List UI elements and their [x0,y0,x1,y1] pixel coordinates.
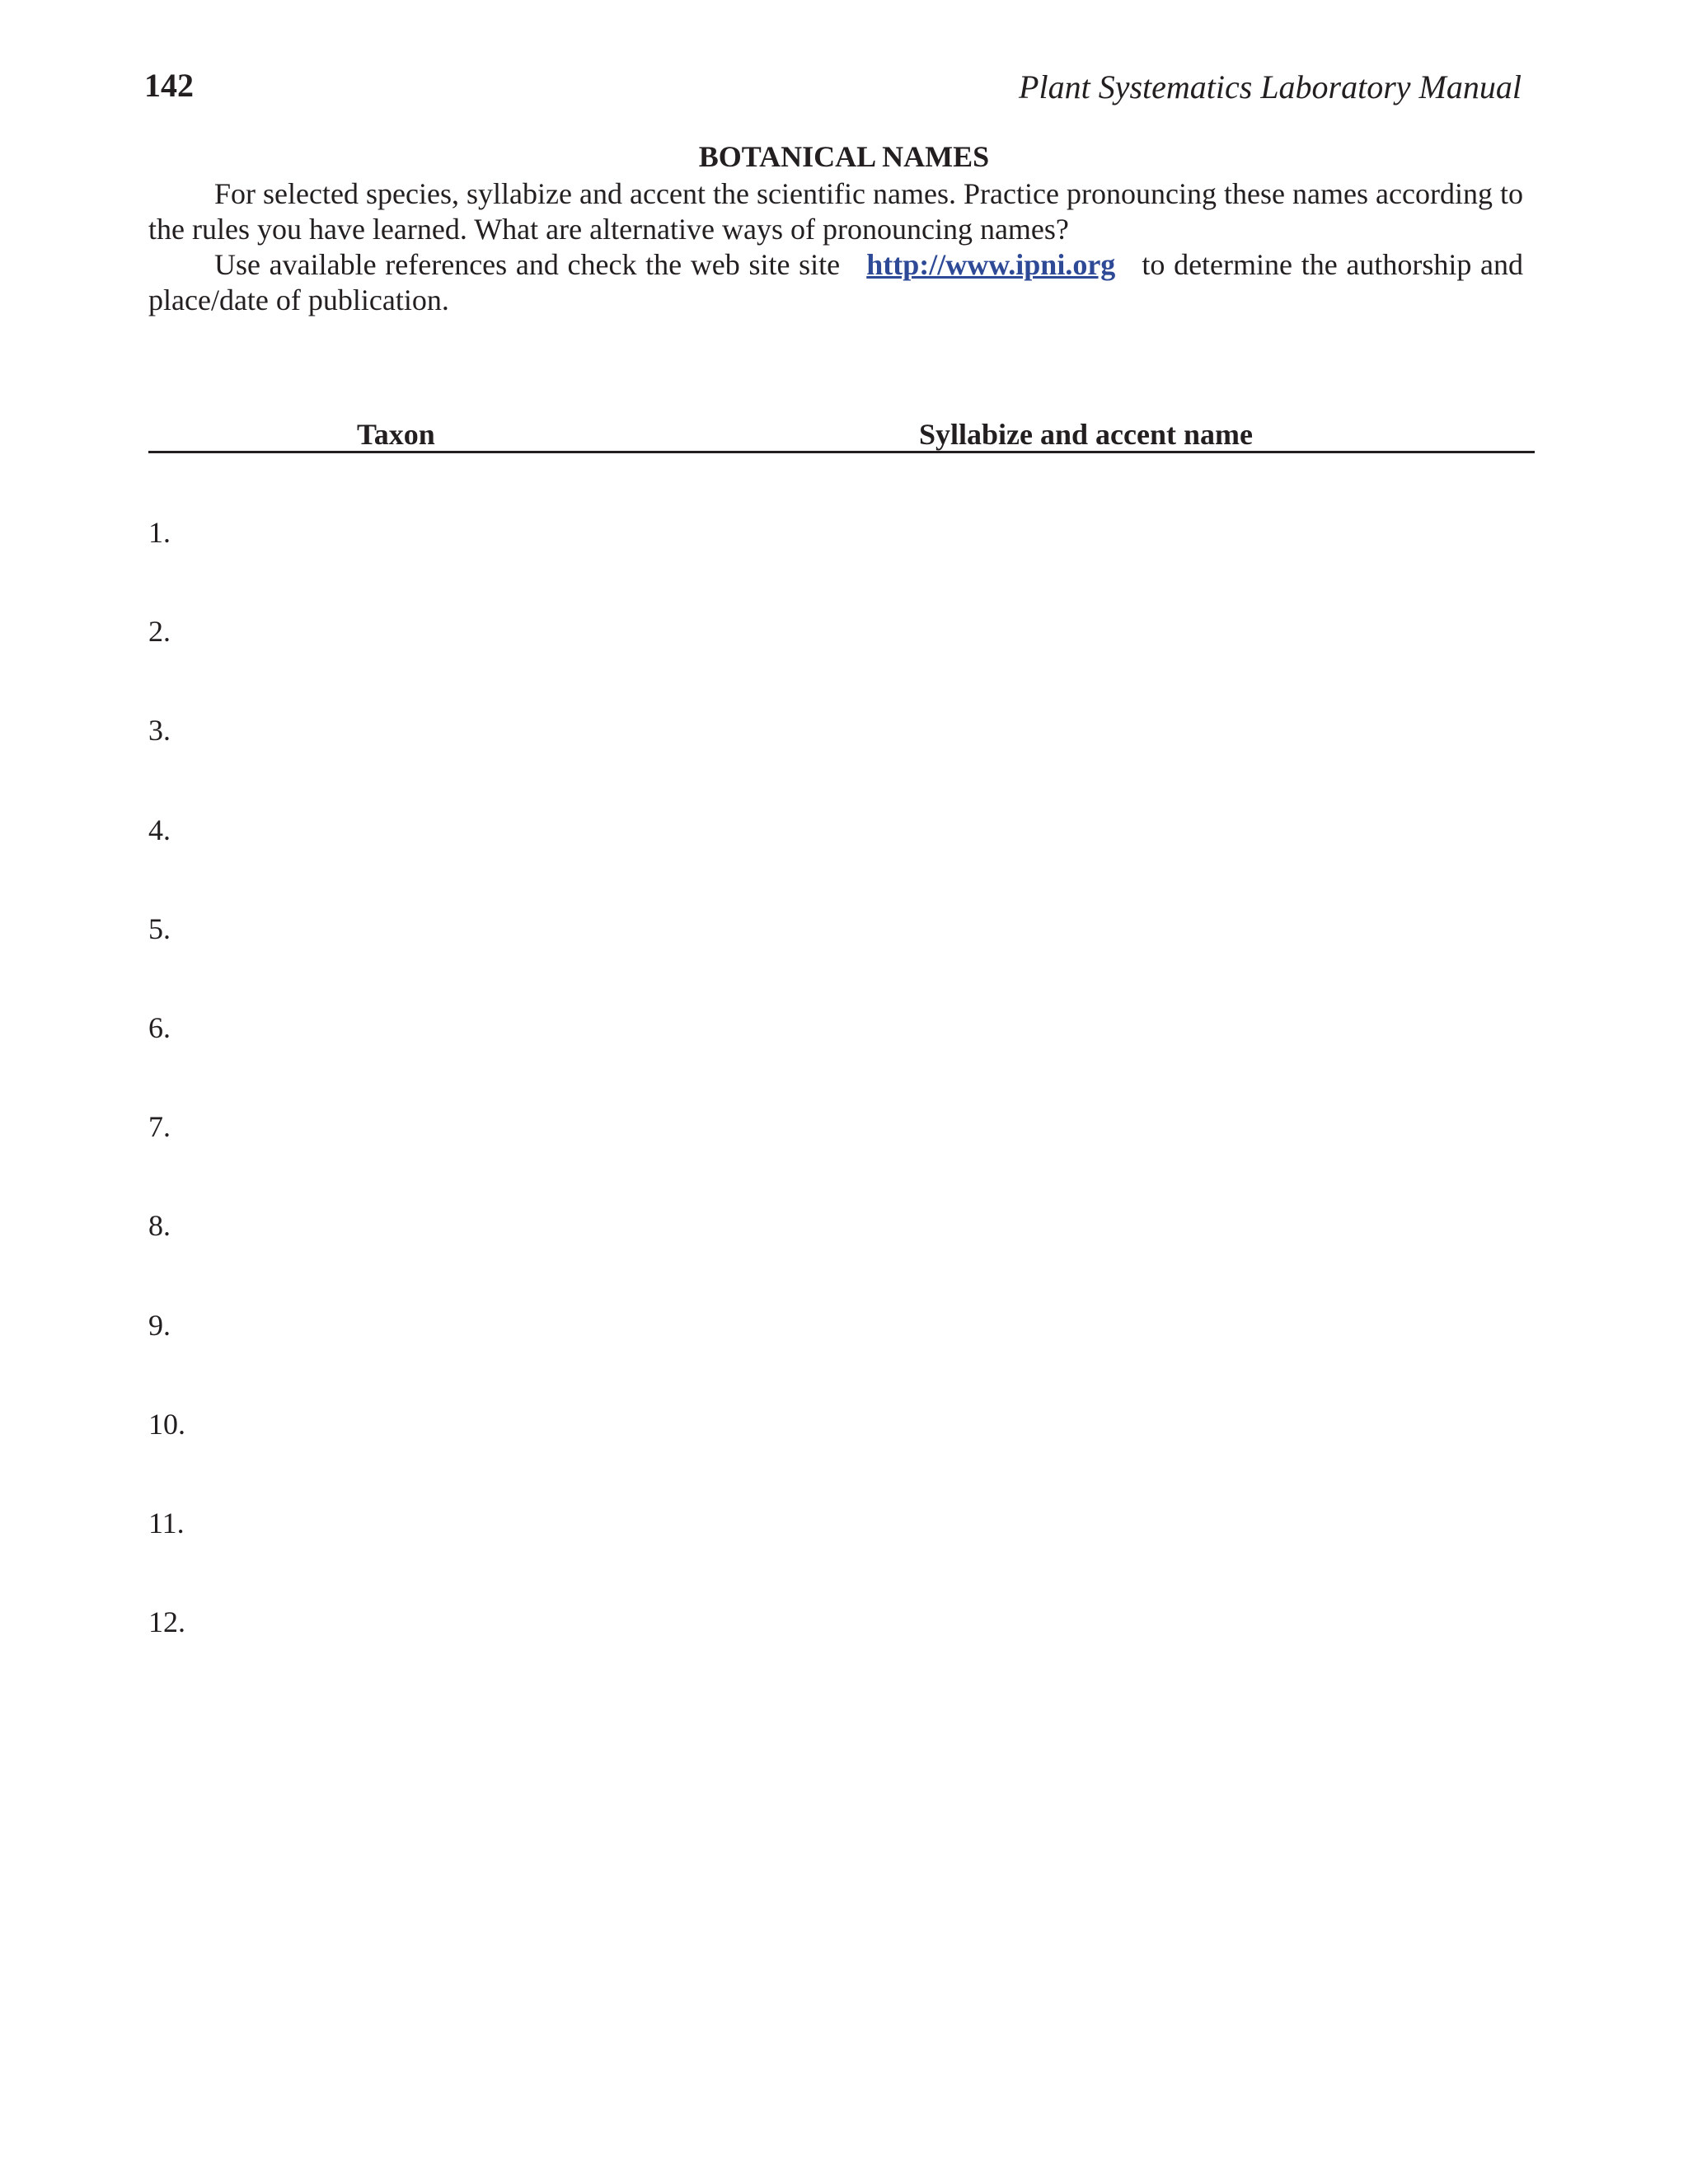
intro-paragraph-2 [148,247,1523,318]
intro-text [148,176,1523,318]
list-item-number: 7. [148,1110,171,1144]
list-item-number: 6. [148,1010,171,1044]
intro-paragraph-2-end: to determine the authorship and place/date of publication. [148,248,1524,316]
list-item-number: 2. [148,615,171,649]
taxon-list [148,518,185,1706]
section-title: BOTANICAL NAMES [698,140,990,173]
list-item-number: 1. [148,516,171,549]
intro-paragraph-2-start: Use available references and check the web site site [214,248,849,281]
ipni-link[interactable]: http://www.ipni.org [866,248,1116,281]
column-header-syllabize: Syllabize and accent name [919,418,1253,451]
column-header-taxon: Taxon [357,418,435,451]
running-head: Plant Systematics Laboratory Manual [1019,68,1522,105]
list-item-number: 3. [148,714,171,748]
list-item-number: 8. [148,1209,171,1243]
intro-paragraph-1: For selected species, syllabize and accent the scientific names. Practice pronouncing these names according to the rules you have learned. What are alternative ways of pronouncing names? [148,177,1523,246]
table-header [148,416,1535,453]
page-number: 142 [144,67,194,104]
list-item-number: 10. [148,1407,185,1441]
list-item-number: 11. [148,1506,185,1540]
list-item-number: 9. [148,1308,171,1342]
list-item-number: 5. [148,912,171,945]
list-item-number: 4. [148,813,171,846]
list-item-number: 12. [148,1605,185,1639]
